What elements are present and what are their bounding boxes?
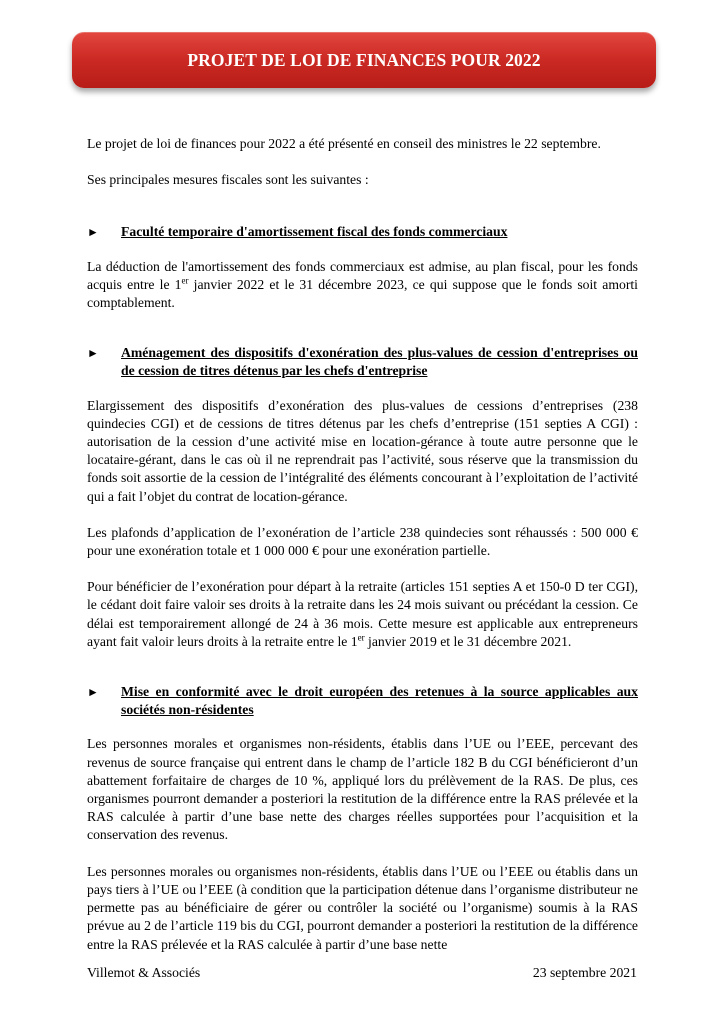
section-paragraph: Elargissement des dispositifs d’exonération des plus-values de cessions d’entreprises (238 quindecies CGI) et de cessions de titres détenus par les chefs d’entreprise (151 septies A CGI) : autorisation de la cession d’une activité mise en location-gérance à toute autre personne que le locataire-gérant, dans le cas où il ne reprendrait pas l’activité, sous réserve que la transmission du fonds soit assortie de la cession de l’intégralité des éléments concourant à l’exploitation de l’activité qui a fait l’objet du contrat de location-gérance. [87,397,638,504]
triangle-bullet-icon: ► [87,346,99,361]
section-paragraph: Les personnes morales et organismes non-résidents, établis dans l’UE ou l’EEE, percevant des revenus de source française qui entrent dans le champ de l’article 182 B du CGI bénéficieront d’un abattement forfaitaire de charges de 10 %, appliqué lors du prélèvement de la RAS. De plus, ces organismes pourront demander a posteriori la restitution de la différence entre la RAS prélevée et la RAS calculée à partir d’une base nette des charges réelles supportées pour l’acquisition et la conservation des revenus. [87,736,638,843]
section-title: Mise en conformité avec le droit européen des retenues à la source applicables aux sociétés non-résidentes [121,684,638,718]
document-body [87,135,638,972]
section-title: Faculté temporaire d'amortissement fiscal des fonds commerciaux [121,224,508,240]
page-title: PROJET DE LOI DE FINANCES POUR 2022 [187,49,541,70]
section-paragraph: Les personnes morales ou organismes non-résidents, établis dans l’UE ou l’EEE ou établis dans un pays tiers à l’UE ou l’EEE (à condition que la participation détenue dans l’organisme distributeur ne permette pas au bénéficiaire de gérer ou contrôler la société ou l’organisme) soumis à la RAS prévue au 2 de l’article 119 bis du CGI, pourront demander a posteriori la restitution de la différence entre la RAS prélevée et la RAS calculée à partir d’une base nette [87,863,638,952]
section-paragraph: Les plafonds d’application de l’exonération de l’article 238 quindecies sont réhaussés : 500 000 € pour une exonération totale et 1 000 000 € pour une exonération partielle. [87,524,638,559]
intro-paragraph: Le projet de loi de finances pour 2022 a été présenté en conseil des ministres le 22 septembre. [87,136,601,151]
intro-lead: Ses principales mesures fiscales sont les suivantes : [87,172,369,188]
section-heading-plus-values [87,344,638,380]
section-heading-retenues-source [87,683,638,719]
section-title: Aménagement des dispositifs d'exonération des plus-values de cession d'entreprises ou de cession de titres détenus par les chefs d'entreprise [121,345,638,379]
triangle-bullet-icon: ► [87,685,99,700]
footer-firm-name: Villemot & Associés [87,965,201,980]
title-banner [72,32,656,88]
section-paragraph: Pour bénéficier de l’exonération pour départ à la retraite (articles 151 septies A et 150-0 D ter CGI), le cédant doit faire valoir ses droits à la retraite dans les 24 mois suivant ou précédant la cession. Ce délai est temporairement allongé de 24 à 36 mois. Cette mesure est applicable aux entrepreneurs ayant fait valoir leurs droits à la retraite entre le 1er janvier 2019 et le 31 décembre 2021. [87,579,638,649]
triangle-bullet-icon: ► [87,225,99,240]
section-paragraph: La déduction de l'amortissement des fonds commerciaux est admise, au plan fiscal, pour les fonds acquis entre le 1er janvier 2022 et le 31 décembre 2023, ce qui suppose que le fonds soit amorti comptablement. [87,258,638,311]
section-heading-amortissement [87,223,638,241]
footer-date: 23 septembre 2021 [532,965,637,980]
